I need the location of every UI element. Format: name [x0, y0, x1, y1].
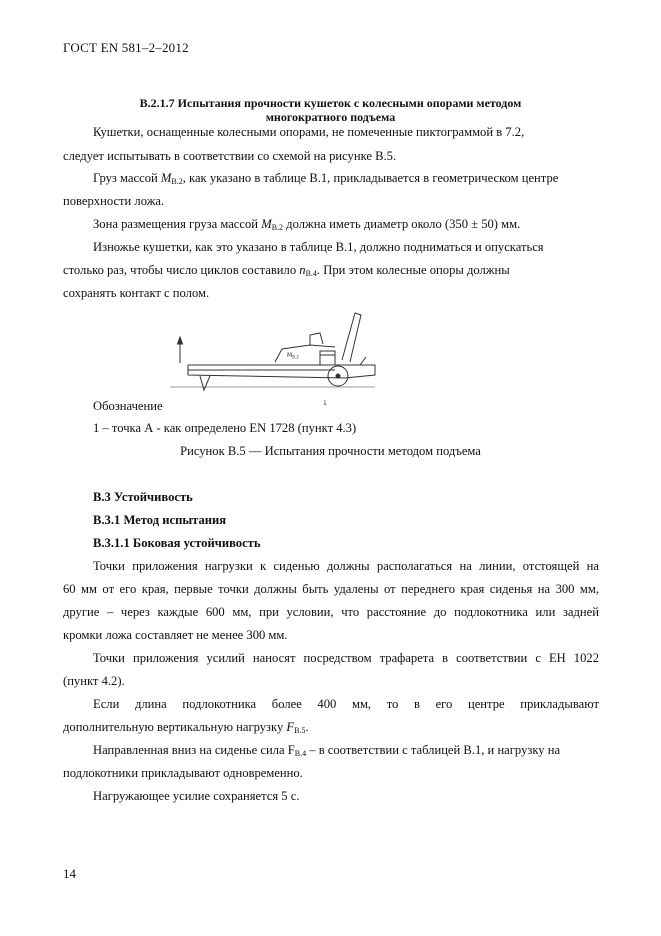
stability-paragraph-1-line-4: кромки ложа составляет не менее 300 мм.: [63, 628, 288, 642]
mass-label: $M_{B.2}$: [287, 352, 299, 360]
stability-paragraph-1-line-1: Точки приложения нагрузки к сиденью должны располагаться на линии, отстоящей на: [93, 559, 599, 573]
stability-paragraph-3-line-2: дополнительную вертикальную нагрузку $F_{B.5}$.: [63, 720, 309, 735]
paragraph-4-line-1: Изножье кушетки, как это указано в таблице В.1, должно подниматься и опускаться: [93, 240, 544, 254]
figure-b5-couch-diagram: [170, 305, 385, 410]
paragraph-1-line-1: Кушетки, оснащенные колесными опорами, не помеченные пиктограммой в 7.2,: [93, 125, 525, 139]
heading-b31: В.3.1 Метод испытания: [93, 513, 227, 527]
mass-block: [320, 351, 335, 365]
load-arrow-head: [178, 337, 183, 344]
couch-front-leg: [200, 376, 210, 390]
stability-paragraph-2-line-2: (пункт 4.2).: [63, 674, 125, 688]
stability-paragraph-4-line-2: подлокотники прикладывают одновременно.: [63, 766, 303, 780]
lifting-bracket: [310, 333, 323, 345]
paragraph-4-line-2: столько раз, чтобы число циклов составило $n_{B.4}$. При этом колесные опоры должны: [63, 263, 510, 278]
stability-paragraph-1-line-2: 60 мм от его края, первые точки должны быть удалены от переднего края сиденья на 300 мм,: [63, 582, 599, 596]
section-title-line-2: многократного подъема: [265, 110, 396, 124]
point-label: 1: [323, 400, 327, 407]
paragraph-1-line-2: следует испытывать в соответствии со схемой на рисунке В.5.: [63, 149, 397, 163]
heading-b311: В.3.1.1 Боковая устойчивость: [93, 536, 261, 550]
stability-paragraph-4-line-1: Направленная вниз на сиденье сила $F_{B.4}$ – в соответствии с таблицей В.1, и нагрузку на: [93, 743, 561, 758]
paragraph-4-line-3: сохранять контакт с полом.: [63, 286, 210, 300]
backrest: [342, 313, 361, 362]
figure-legend-item: 1 – точка А - как определено EN 1728 (пункт 4.3): [93, 421, 357, 435]
paragraph-3: Зона размещения груза массой $M_{B.2}$ должна иметь диаметр около (350 ± 50) мм.: [93, 217, 521, 232]
paragraph-2-line-2: поверхности ложа.: [63, 194, 165, 208]
figure-caption: Рисунок В.5 — Испытания прочности методом подъема: [180, 444, 481, 458]
document-header: ГОСТ EN 581–2–2012: [63, 40, 189, 55]
heading-b3: В.3 Устойчивость: [93, 490, 193, 504]
paragraph-2-line-1: Груз массой $M_{B.2}$, как указано в таблице В.1, прикладывается в геометрическом центре: [93, 171, 559, 186]
page-number: 14: [63, 866, 76, 881]
lifting-arm: [275, 345, 335, 362]
caster-axle: [336, 374, 340, 378]
section-title-line-1: В.2.1.7 Испытания прочности кушеток с колесными опорами методом: [139, 96, 522, 110]
stability-paragraph-5: Нагружающее усилие сохраняется 5 с.: [93, 789, 300, 803]
stability-paragraph-1-line-3: другие – через каждые 600 мм, при условии, что расстояние до подлокотника или задней: [63, 605, 599, 619]
stability-paragraph-2-line-1: Точки приложения усилий наносят посредством трафарета в соответствии с ЕН 1022: [93, 651, 599, 665]
figure-legend-title: Обозначение: [93, 399, 163, 413]
stability-paragraph-3-line-1: Если длина подлокотника более 400 мм, то в его центре прикладывают: [93, 697, 599, 711]
backrest-support: [360, 357, 366, 365]
